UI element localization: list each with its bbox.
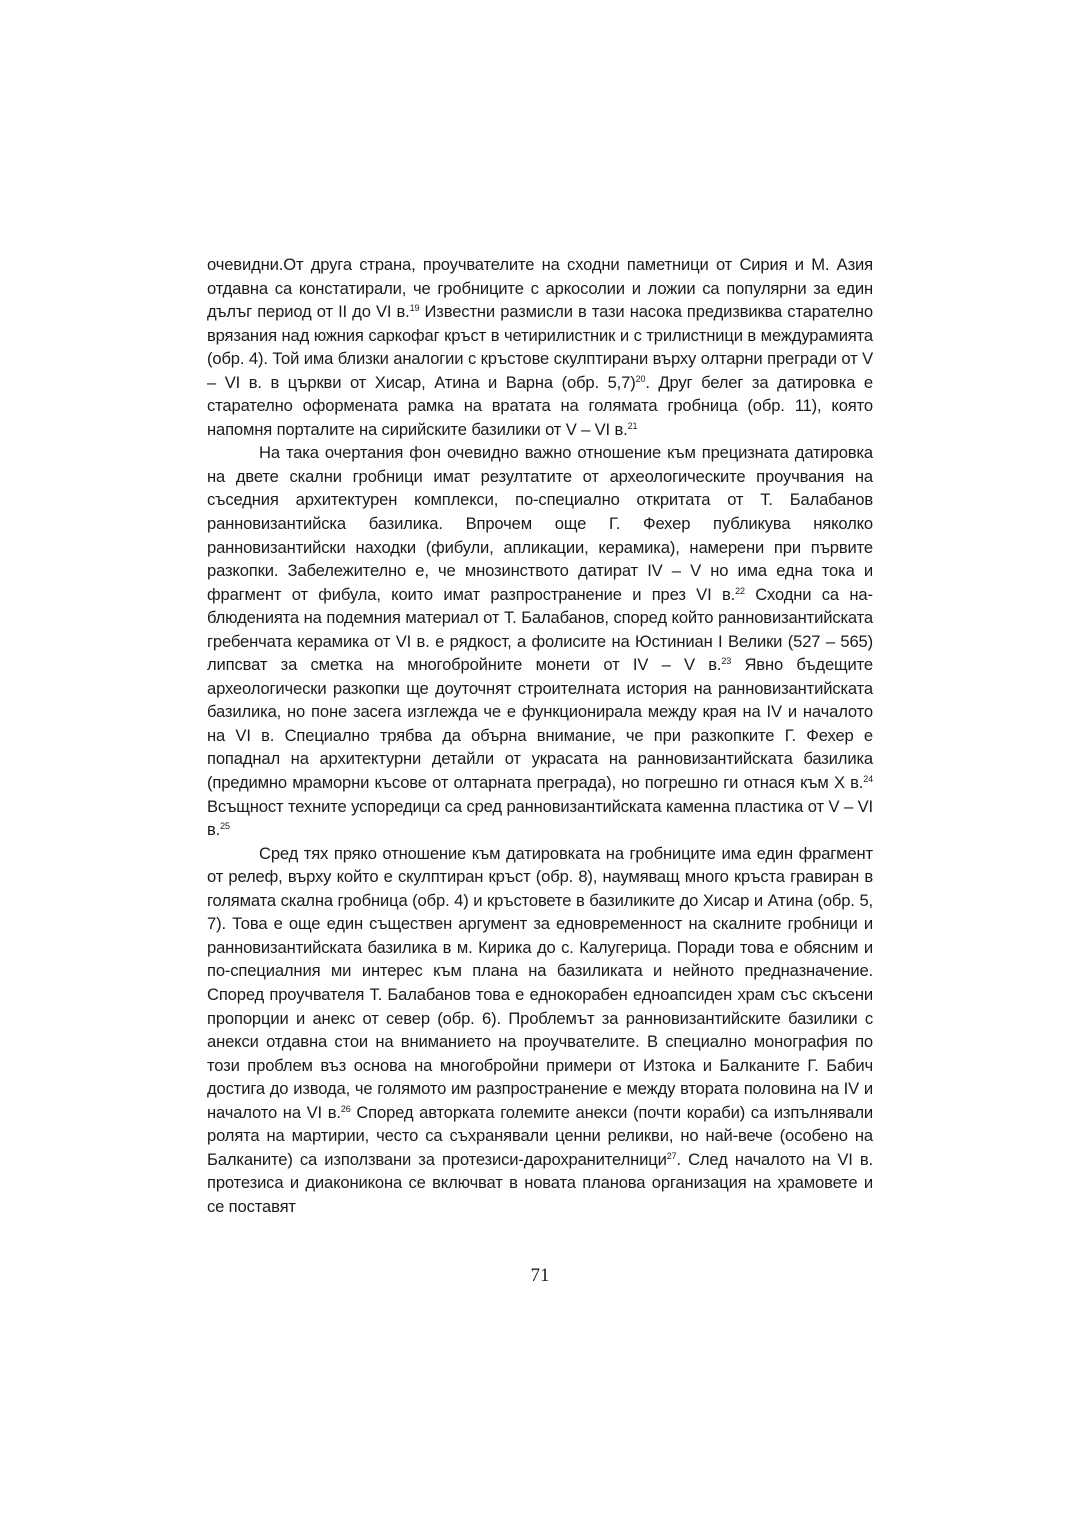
footnote-marker: 21: [627, 420, 638, 431]
text-run: Според авторката големите анекси (почти кораби) са изпълнявали ролята на мартирии, често са съхранявали ценни реликви, но най-вече (особено на Балканите) са използвани за протезиси-дарохранителници: [207, 1102, 873, 1169]
footnote-marker: 19: [409, 303, 420, 314]
footnote-marker: 24: [863, 774, 873, 785]
page-number: 71: [530, 1265, 550, 1286]
text-run: . След началото на VI в. протезиса и диаконикона се включват в новата планова организация на храмовете и се поставят: [207, 1149, 873, 1216]
text-run: Сред тях пряко отношение към датировката на гробниците има един фрагмент от релеф, върху който е скулптиран кръст (обр. 8), наумяващ много кръста гравиран в голямата скална гробница (обр. 4) и кръстовете в базиликите до Хисар и Атина (обр. 5, 7). Това е още един съществен аргумент за едновременност на скалните гробници и ранновизантийската базилика в м. Кирика до с. Калугерица. Поради това е обясним и по-специалния ми интерес към плана на базиликата и нейното предназначение. Според проучвателя Т. Балабанов това е еднокорабен едноапсиден храм със скъсени пропорции и анекс от север (обр. 6). Проблемът за ранновизантийските базилики с анекси отдавна стои на вниманието на проучвателите. В специално монография по този проблем въз основа на многобройни примери от Изтока и Балканите Г. Бабич достига до извода, че голямото им разпространение е между втората половина на IV и началото на VI в.: [207, 843, 873, 1122]
paragraph-1: [207, 253, 873, 441]
text-run: Явно бъдещите археологически разкопки ще доуточнят строителната история на ранновизантийската базилика, но поне засега изглежда че е функционирала между края на IV и началото на VI в. Специално трябва да обърна внимание, че при разкопките Г. Фехер е попаднал на архитектурни детайли от украсата на ранновизантийската базилика (предимно мраморни късове от олтарната преграда), но погрешно ги отнася към Х в.: [207, 655, 873, 793]
text-run: . Друг белег за датировка е старателно оформената рамка на вратата на голямата гробница (обр. 11), която напомня порталите на сирийските базилики от V – VI в.: [207, 372, 873, 439]
text-run: Известни размисли в тази насока предизвиква старателно врязания над южния саркофаг кръст в четирилистник и с трилистници в междурамията (обр. 4). Той има близки аналогии с кръстове скулптирани върху олтарни прегради от V – VI в. в църкви от Хисар, Атина и Варна (обр. 5,7): [207, 302, 873, 392]
footnote-marker: 25: [220, 821, 230, 832]
footnote-marker: 23: [721, 656, 732, 667]
body-text: [207, 253, 873, 1218]
paragraph-3: [207, 842, 873, 1219]
footnote-marker: 20: [635, 373, 646, 384]
text-run: На така очертания фон очевидно важно отношение към прецизната датировка на двете скални гробници имат резултатите от археологическите проучвания на съседния архитектурен комплекси, по-специално откритата от Т. Балабанов ранновизантийска базилика. Впрочем още Г. Фехер публикува няколко ранновизантийски находки (фибули, апликации, керамика), намерени при първите разкопки. Забележително е, че мнозинството датират IV – V но има една тока и фрагмент от фибула, които имат разпространение и през VI в.: [207, 443, 873, 604]
footnote-marker: 26: [340, 1103, 351, 1114]
footnote-marker: 27: [666, 1150, 677, 1161]
footnote-marker: 22: [735, 585, 745, 596]
text-run: очевидни.От друга страна, проучвателите на сходни паметници от Сирия и М. Азия отдавна са констатирали, че гробниците с аркосолии и ложии са популярни за един дълъг период от II до VI в.: [207, 255, 873, 322]
text-run: Всъщност техните успоредици са сред ранновизантийската каменна пластика от V – VI в.: [207, 796, 873, 840]
paragraph-2: [207, 441, 873, 841]
text-run: Сходни са наблюденията на подемния материал от Т. Балабанов, според който ранновизантийската гребенчата керамика от VI в. е рядкост, а фолисите на Юстиниан I Велики (527 – 565) липсват за сметка на многобройните монети от IV – V в.: [207, 584, 874, 675]
